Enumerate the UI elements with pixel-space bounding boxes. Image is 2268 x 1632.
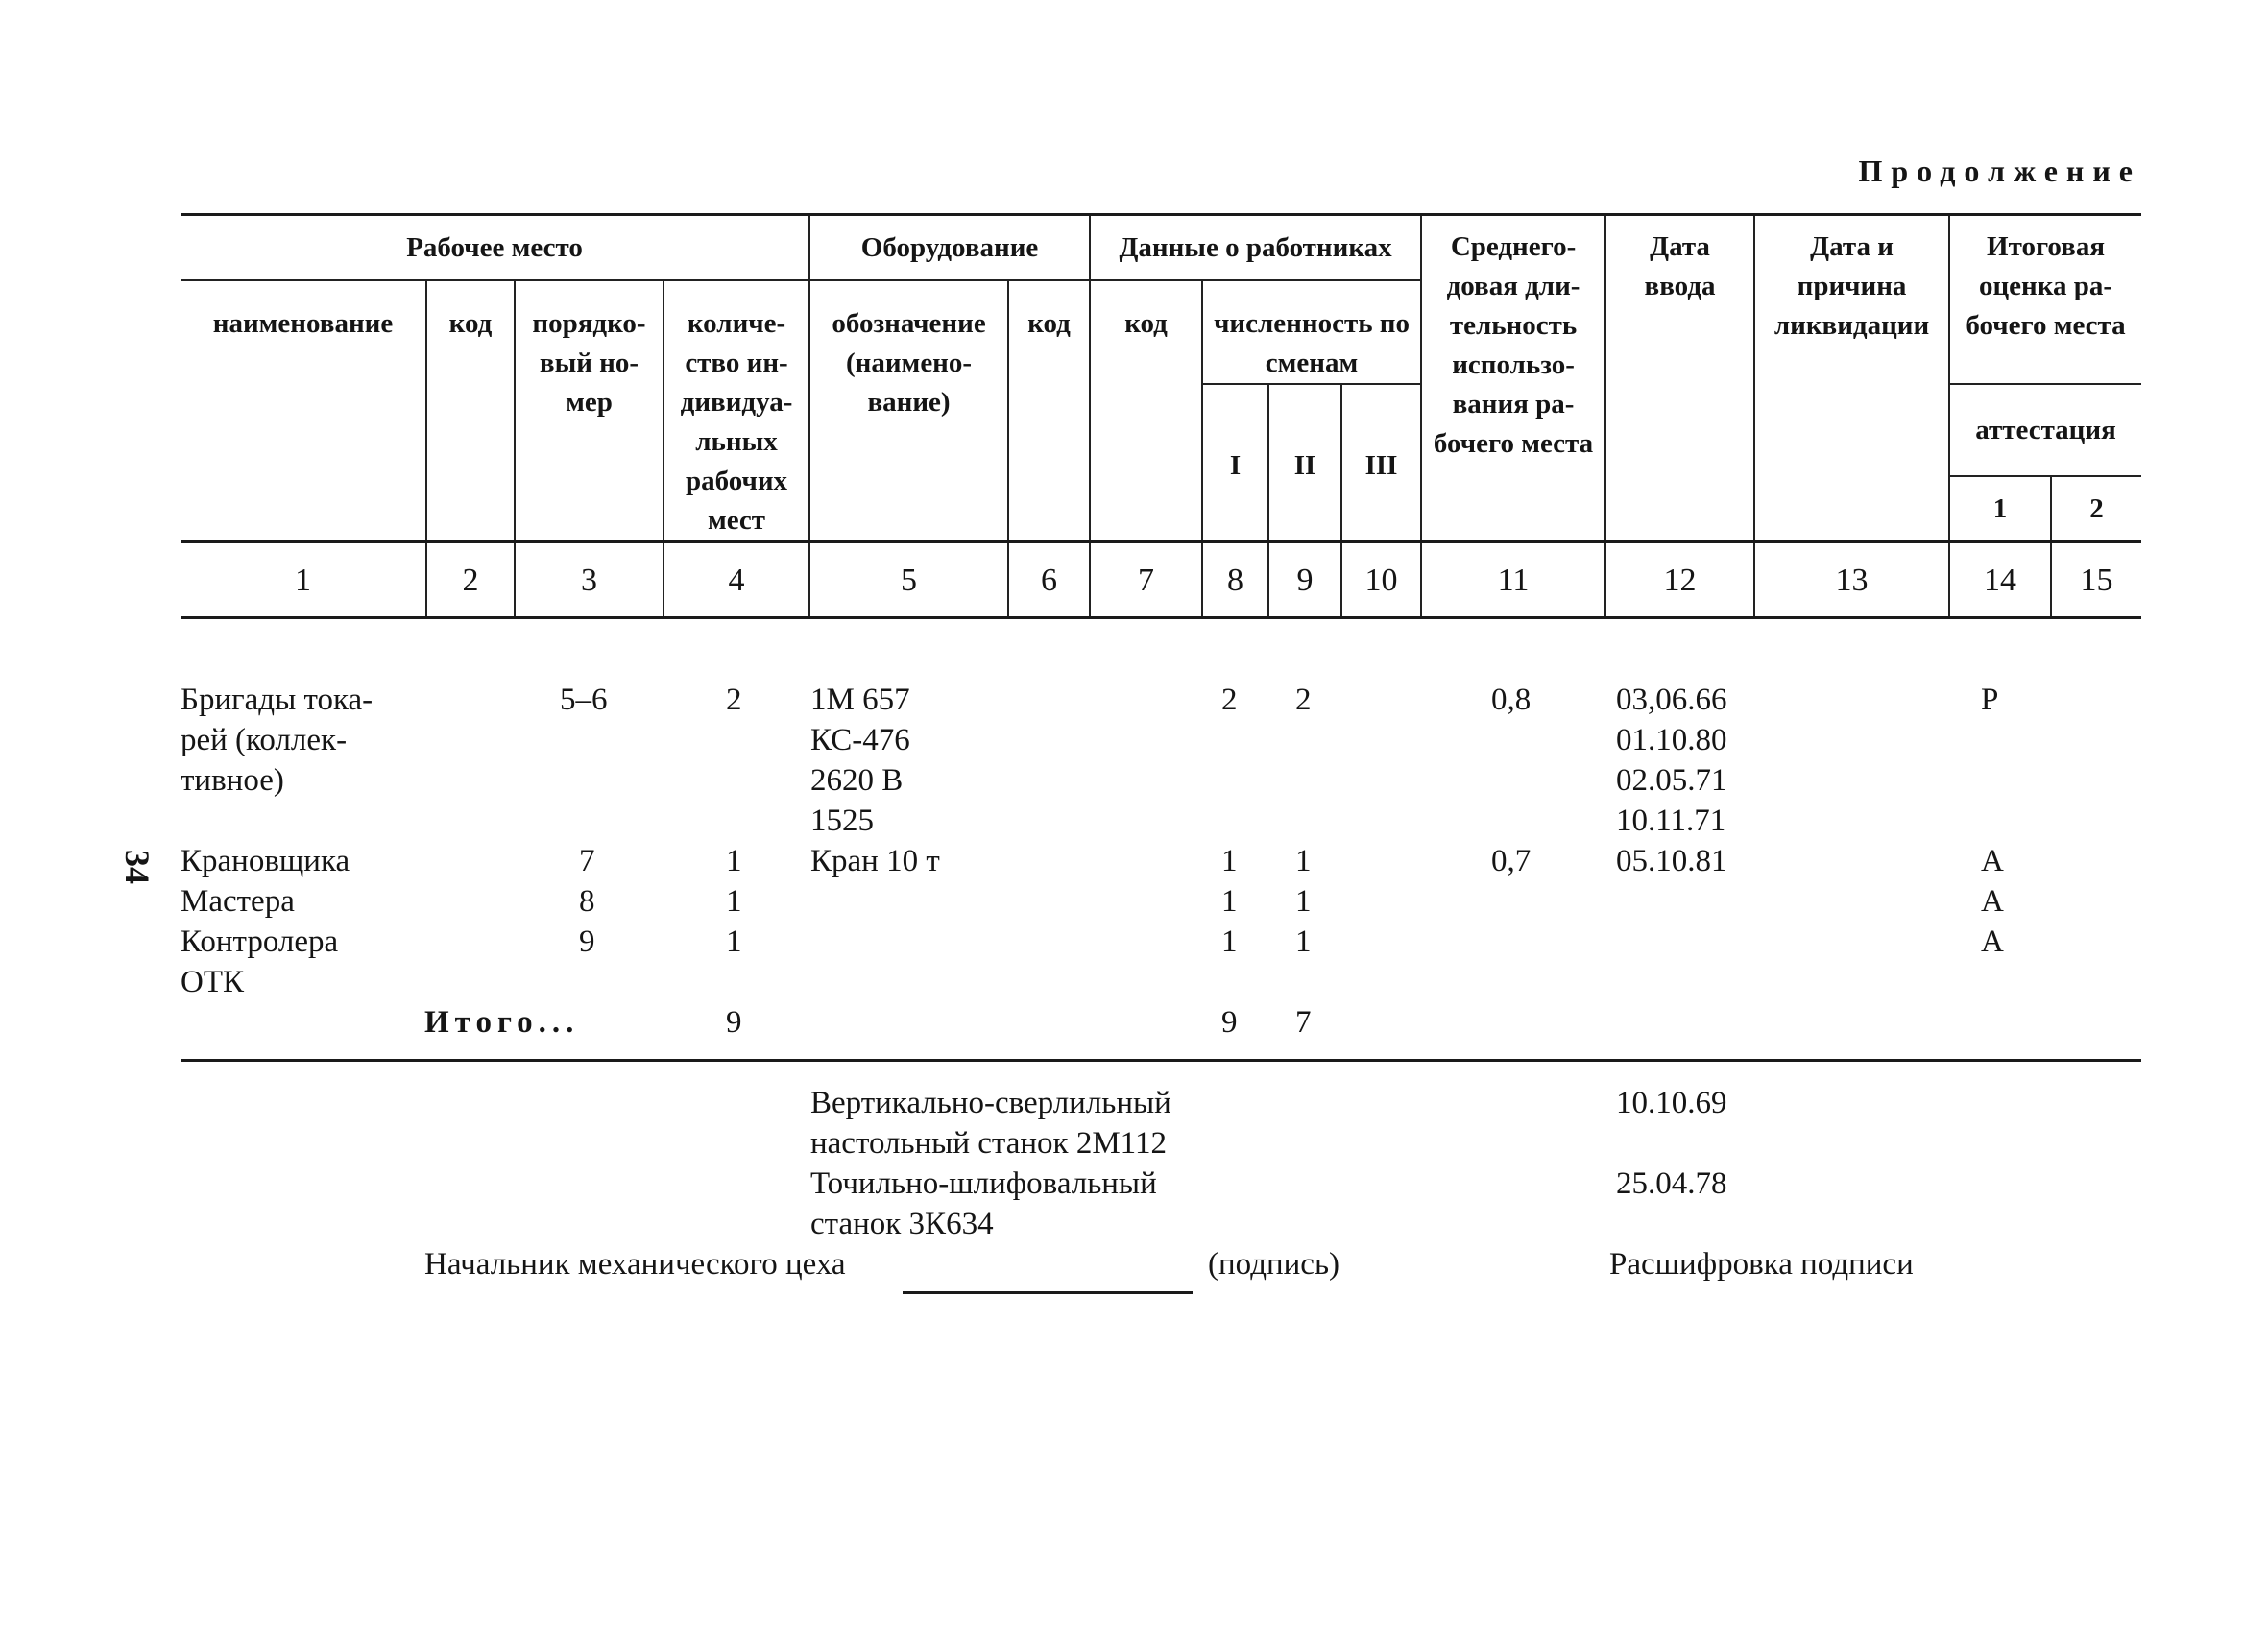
header-entry-date: Дата ввода — [1605, 215, 1754, 542]
row-shift-1: 2 — [1221, 683, 1238, 717]
header-headcount-by-shift: численность по сменам — [1202, 280, 1421, 384]
row-shift-2: 1 — [1295, 884, 1312, 919]
header-attestation: аттестация — [1949, 384, 2141, 476]
col-number: 7 — [1090, 542, 1202, 618]
col-number: 4 — [664, 542, 809, 618]
total-shift-1: 9 — [1221, 1005, 1238, 1040]
row-avg-use: 0,8 — [1491, 683, 1532, 717]
row-entry-date: 01.10.80 — [1616, 723, 1727, 757]
signature-label: (подпись) — [1208, 1247, 1339, 1282]
other-equipment-name: станок 3К634 — [810, 1207, 994, 1241]
header-liquidation: Дата и причина ликвидации — [1754, 215, 1949, 542]
col-number: 13 — [1754, 542, 1949, 618]
other-equipment-name: настольный станок 2М112 — [810, 1126, 1167, 1161]
row-count: 2 — [726, 683, 742, 717]
header-attestation-2: 2 — [2051, 476, 2141, 542]
row-serial: 7 — [579, 844, 595, 878]
col-number: 3 — [515, 542, 664, 618]
row-entry-date: 03,06.66 — [1616, 683, 1727, 717]
row-name: ОТК — [181, 965, 244, 999]
header-workplace-name: наименование — [181, 280, 426, 542]
col-number: 12 — [1605, 542, 1754, 618]
total-shift-2: 7 — [1295, 1005, 1312, 1040]
row-assessment: А — [1981, 884, 2004, 919]
col-number: 2 — [426, 542, 515, 618]
row-shift-2: 1 — [1295, 924, 1312, 959]
header-final-assessment: Итоговая оценка ра-бочего места — [1949, 215, 2141, 385]
row-serial: 8 — [579, 884, 595, 919]
row-shift-2: 2 — [1295, 683, 1312, 717]
signature-position: Начальник механического цеха — [424, 1247, 846, 1282]
col-number: 11 — [1421, 542, 1605, 618]
signature-line — [903, 1291, 1193, 1294]
header-workers-code: код — [1090, 280, 1202, 542]
header-shift-1: I — [1202, 384, 1268, 542]
col-number: 5 — [809, 542, 1008, 618]
header-shift-2: II — [1268, 384, 1341, 542]
total-count: 9 — [726, 1005, 742, 1040]
row-entry-date: 10.11.71 — [1616, 804, 1726, 838]
header-workers-data: Данные о работниках — [1090, 215, 1421, 281]
row-shift-2: 1 — [1295, 844, 1312, 878]
row-count: 1 — [726, 884, 742, 919]
header-shift-3: III — [1341, 384, 1421, 542]
row-entry-date: 05.10.81 — [1616, 844, 1727, 878]
row-equipment: 2620 В — [810, 763, 904, 798]
header-serial-number: порядко-вый но-мер — [515, 280, 664, 542]
row-count: 1 — [726, 924, 742, 959]
row-name: рей (коллек- — [181, 723, 348, 757]
header-individual-count: количе-ство ин-дивидуа-льных рабочих мест — [664, 280, 809, 542]
header-workplace: Рабочее место — [181, 215, 809, 281]
row-name: Контролера — [181, 924, 339, 959]
header-avg-annual-use: Среднего-довая дли-тельность использо-вания ра-бочего места — [1421, 215, 1605, 542]
col-number: 8 — [1202, 542, 1268, 618]
col-number: 9 — [1268, 542, 1341, 618]
header-attestation-1: 1 — [1949, 476, 2051, 542]
row-name: тивное) — [181, 763, 284, 798]
header-table — [181, 213, 2141, 619]
header-equipment: Оборудование — [809, 215, 1090, 281]
row-name: Мастера — [181, 884, 295, 919]
other-equipment-date: 25.04.78 — [1616, 1166, 1727, 1201]
row-avg-use: 0,7 — [1491, 844, 1532, 878]
page-number: 34 — [118, 850, 157, 884]
row-shift-1: 1 — [1221, 924, 1238, 959]
row-entry-date: 02.05.71 — [1616, 763, 1727, 798]
row-shift-1: 1 — [1221, 844, 1238, 878]
row-name: Бригады тока- — [181, 683, 374, 717]
row-assessment: А — [1981, 844, 2004, 878]
other-equipment-name: Точильно-шлифовальный — [810, 1166, 1157, 1201]
col-number: 6 — [1008, 542, 1090, 618]
other-equipment-date: 10.10.69 — [1616, 1086, 1727, 1120]
row-equipment: КС-476 — [810, 723, 910, 757]
header-workplace-code: код — [426, 280, 515, 542]
row-equipment: 1525 — [810, 804, 874, 838]
table-bottom-rule — [181, 1059, 2141, 1062]
row-serial: 5–6 — [560, 683, 608, 717]
row-assessment: Р — [1981, 683, 1999, 717]
col-number: 15 — [2051, 542, 2141, 618]
header-equipment-code: код — [1008, 280, 1090, 542]
col-number: 10 — [1341, 542, 1421, 618]
row-equipment: 1М 657 — [810, 683, 910, 717]
col-number: 1 — [181, 542, 426, 618]
row-serial: 9 — [579, 924, 595, 959]
col-number: 14 — [1949, 542, 2051, 618]
row-shift-1: 1 — [1221, 884, 1238, 919]
total-label: Итого... — [424, 1005, 580, 1040]
signature-decoding-label: Расшифровка подписи — [1609, 1247, 1914, 1282]
row-name: Крановщика — [181, 844, 350, 878]
row-equipment: Кран 10 т — [810, 844, 940, 878]
row-assessment: А — [1981, 924, 2004, 959]
other-equipment-name: Вертикально-сверлильный — [810, 1086, 1171, 1120]
continuation-label: Продолжение — [1858, 154, 2141, 188]
header-equipment-designation: обозначение (наимено-вание) — [809, 280, 1008, 542]
row-count: 1 — [726, 844, 742, 878]
